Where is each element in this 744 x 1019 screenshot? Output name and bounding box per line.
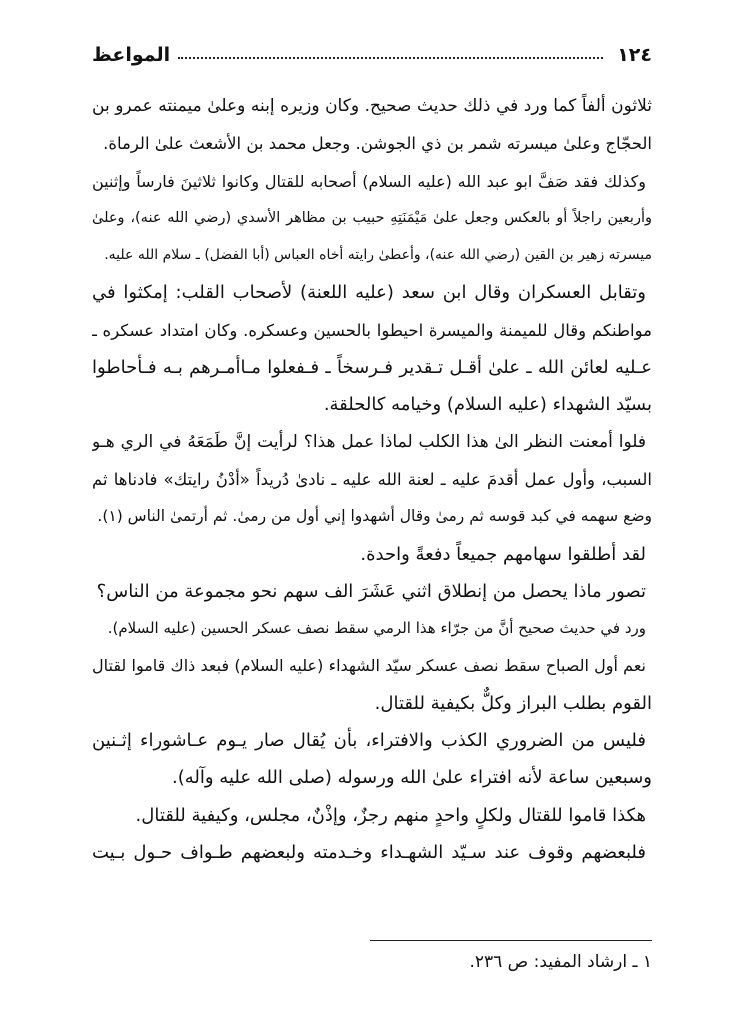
text-line: ثلاثون ألفاً كما ورد في ذلك حديث صحيح. وكان وزيره إبنه وعلىٰ ميمنته عمرو بن bbox=[92, 96, 652, 116]
text-line: لقد أطلقوا سهامهم جميعاً دفعةً واحدة. bbox=[360, 543, 646, 565]
footnote: ١ ـ ارشاد المفيد: ص ٢٣٦. bbox=[469, 952, 652, 972]
footnote-divider bbox=[370, 940, 652, 941]
page-number: ١٢٤ bbox=[617, 44, 652, 66]
text-line: وأربعين راجلاً أو بالعكس وجعل علىٰ مَيْمَنَتِهِ حبيب بن مظاهر الأسدي (رضي الله عنه)، وعلىٰ bbox=[92, 209, 652, 226]
dotted-leader bbox=[178, 56, 603, 59]
page-header bbox=[92, 30, 652, 66]
text-line: هكذا قاموا للقتال ولكلٍ واحدٍ منهم رجزٌ، وإذْنٌ، مجلس، وكيفية للقتال. bbox=[135, 804, 646, 826]
text-line: وسبعين ساعة لأنه افتراء علىٰ الله ورسوله (صلى الله عليه وآله). bbox=[172, 767, 652, 789]
text-line: القوم بطلب البراز وكلٌّ بكيفية للقتال. bbox=[374, 692, 652, 714]
text-line: السبب، وأول عمل أقدمَ عليه ـ لعنة الله عليه ـ نادىٰ دُريداً «أدْنُ رايتك» فادناها ثم bbox=[92, 469, 652, 489]
text-line: وكذلك فقد صَفَّ ابو عبد الله (عليه السلام) أصحابه للقتال وكانوا ثلاثينَ فارساً وإثنين bbox=[92, 171, 646, 191]
body-text bbox=[92, 88, 652, 871]
text-line: فليس من الضروري الكذب والافتراء، بأن يُقال صار يـوم عـاشوراء إثـنين bbox=[92, 730, 646, 752]
text-line: ميسرته زهير بن القين (رضي الله عنه)، وأعطىٰ رايته أخاه العباس (أبا الفضل) ـ سلام الله عليه. bbox=[104, 247, 652, 264]
text-line: الحجّاج وعلىٰ ميسرته شمر بن ذي الجوشن. وجعل محمد بن الأشعث علىٰ الرماة. bbox=[103, 134, 652, 154]
text-line: بسيّد الشهداء (عليه السلام) وخيامه كالحلقة. bbox=[323, 394, 652, 416]
text-line: عـليه لعائن الله ـ علىٰ أقـل تـقدير فـرسخاً ـ فـفعلوا مـاأمـرهم بـه فـأحاطوا bbox=[92, 357, 652, 379]
text-line: فلبعضهم وقوف عند سـيّد الشهـداء وخـدمته ولبعضهم طـواف حـول بـيت bbox=[92, 841, 646, 863]
text-line: فلوا أمعنت النظر الىٰ هذا الكلب لماذا عمل هذا؟ لرأيت إنَّ طَمَعَهُ في الري هـو bbox=[92, 431, 646, 452]
text-line: مواطنكم وقال للميمنة والميسرة احيطوا بالحسين وعسكره. وكان امتداد عسكره ـ bbox=[92, 320, 652, 340]
text-line: نعم أول الصباح سقط نصف عسكر سيّد الشهداء (عليه السلام) فبعد ذاك قاموا لقتال bbox=[92, 656, 646, 676]
text-line: وضع سهمه في كبد قوسه ثم رمىٰ وقال أشهدوا إني أول من رمىٰ. ثم أرتمىٰ الناس (١). bbox=[97, 507, 652, 526]
text-line: ورد في حديث صحيح أنَّ من جرّاء هذا الرمي سقط نصف عسكر الحسين (عليه السلام). bbox=[107, 619, 646, 638]
running-chapter-title: المواعظ bbox=[92, 44, 171, 66]
text-line: وتقابل العسكران وقال ابن سعد (عليه اللعنة) لأصحاب القلب: إمكثوا في bbox=[92, 282, 646, 304]
text-line: تصور ماذا يحصل من إنطلاق اثني عَشَرَ الف سهم نحو مجموعة من الناس؟ bbox=[96, 580, 646, 602]
